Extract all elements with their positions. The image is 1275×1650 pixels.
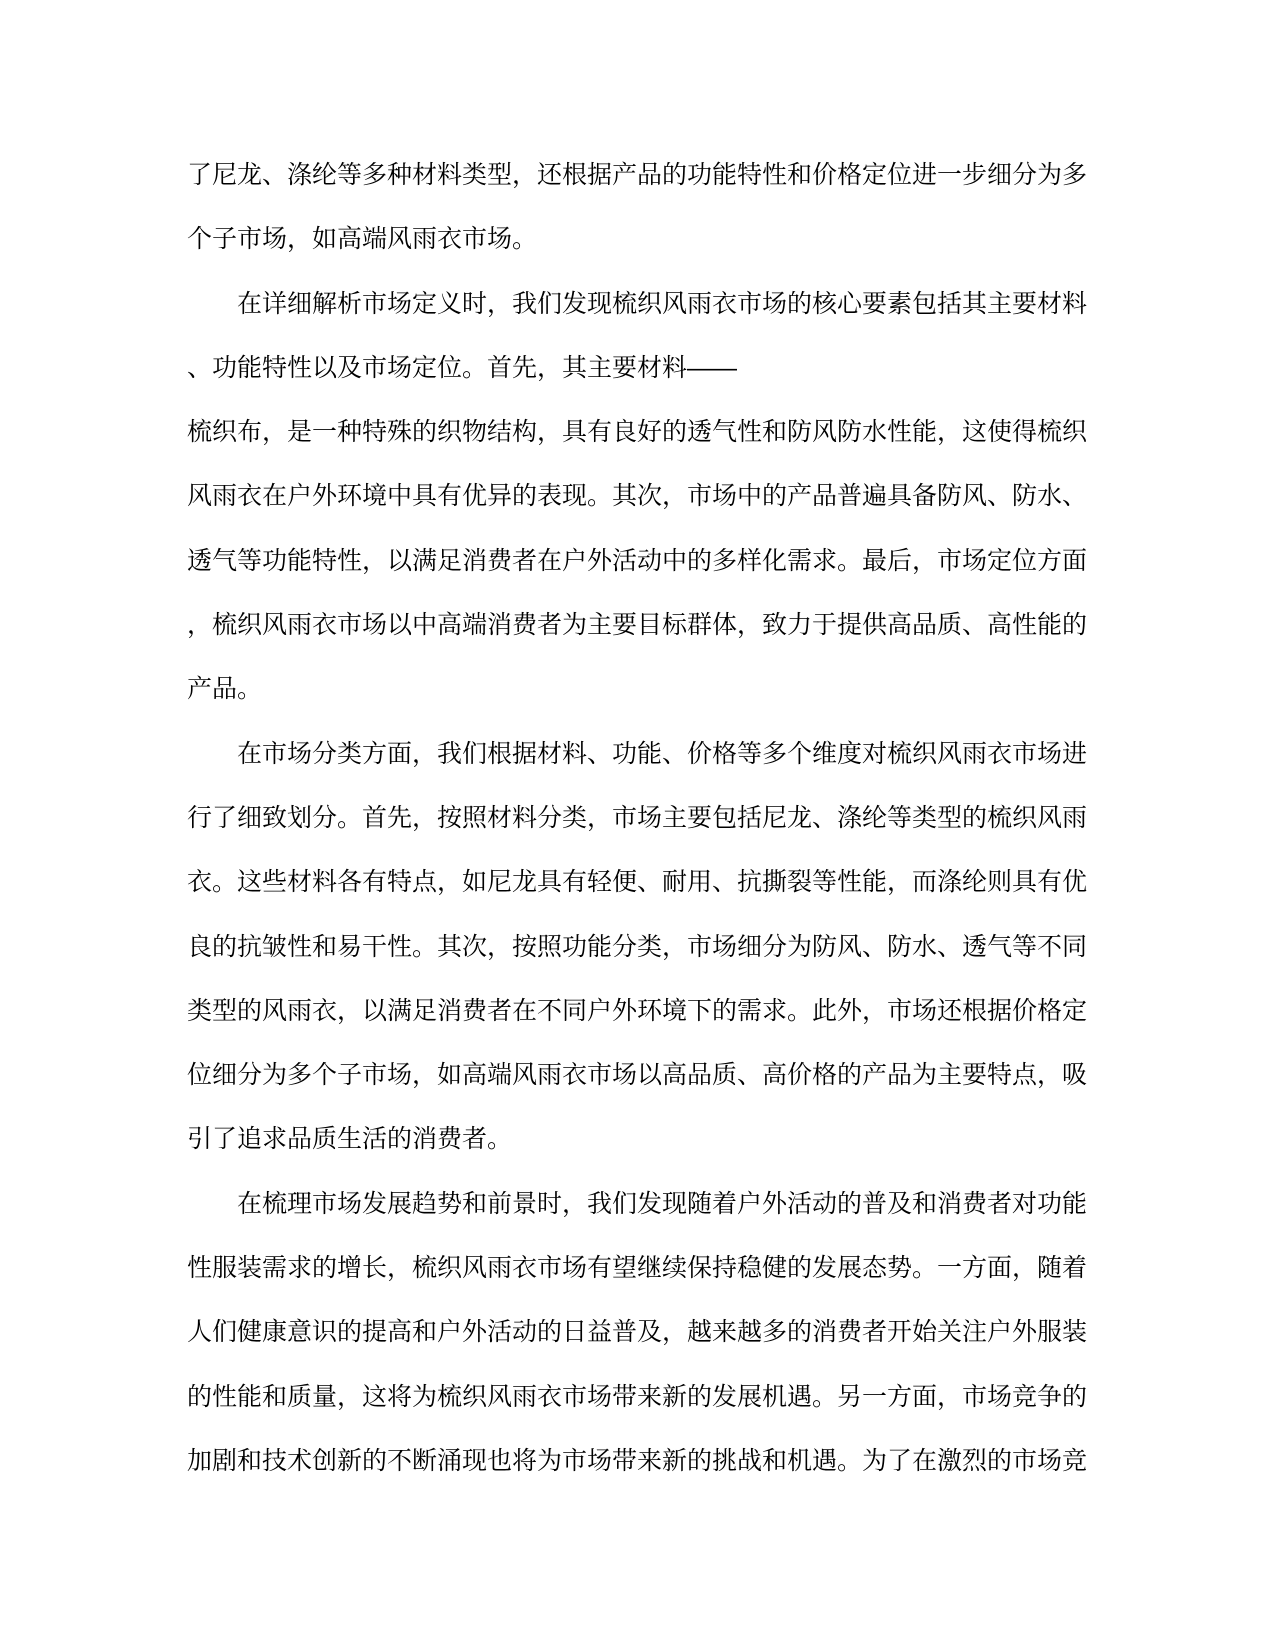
paragraph xyxy=(187,722,1089,1172)
text-line: 在梳理市场发展趋势和前景时，我们发现随着户外活动的普及和消费者对功能 xyxy=(237,1189,1088,1218)
text-line: 行了细致划分。首先，按照材料分类，市场主要包括尼龙、涤纶等类型的梳织风雨 xyxy=(187,803,1088,832)
paragraph xyxy=(187,143,1089,272)
text-line: 的性能和质量，这将为梳织风雨衣市场带来新的发展机遇。另一方面，市场竞争的 xyxy=(187,1382,1088,1411)
text-line: 引了追求品质生活的消费者。 xyxy=(187,1125,513,1154)
text-line: 加剧和技术创新的不断涌现也将为市场带来新的挑战和机遇。为了在激烈的市场竞 xyxy=(187,1446,1088,1475)
text-line: 良的抗皱性和易干性。其次，按照功能分类，市场细分为防风、防水、透气等不同 xyxy=(187,932,1088,961)
paragraph xyxy=(187,1172,1089,1493)
text-line: 梳织布，是一种特殊的织物结构，具有良好的透气性和防风防水性能，这使得梳织 xyxy=(187,418,1088,447)
text-line: 产品。 xyxy=(187,675,263,704)
text-line: 人们健康意识的提高和户外活动的日益普及，越来越多的消费者开始关注户外服装 xyxy=(187,1318,1088,1347)
text-line: 类型的风雨衣，以满足消费者在不同户外环境下的需求。此外，市场还根据价格定 xyxy=(187,996,1088,1025)
text-line: 风雨衣在户外环境中具有优异的表现。其次，市场中的产品普遍具备防风、防水、 xyxy=(187,482,1088,511)
text-line: 个子市场，如高端风雨衣市场。 xyxy=(187,225,538,254)
text-line: 、功能特性以及市场定位。首先，其主要材料—— xyxy=(187,353,738,382)
text-line: 在详细解析市场定义时，我们发现梳织风雨衣市场的核心要素包括其主要材料 xyxy=(237,289,1088,318)
text-line: ，梳织风雨衣市场以中高端消费者为主要目标群体，致力于提供高品质、高性能的 xyxy=(187,611,1088,640)
text-line: 位细分为多个子市场，如高端风雨衣市场以高品质、高价格的产品为主要特点，吸 xyxy=(187,1061,1088,1090)
text-line: 性服装需求的增长，梳织风雨衣市场有望继续保持稳健的发展态势。一方面，随着 xyxy=(187,1254,1088,1283)
text-line: 透气等功能特性，以满足消费者在户外活动中的多样化需求。最后，市场定位方面 xyxy=(187,546,1088,575)
text-line: 了尼龙、涤纶等多种材料类型，还根据产品的功能特性和价格定位进一步细分为多 xyxy=(187,161,1088,189)
text-line: 在市场分类方面，我们根据材料、功能、价格等多个维度对梳织风雨衣市场进 xyxy=(237,739,1088,768)
text-line: 衣。这些材料各有特点，如尼龙具有轻便、耐用、抗撕裂等性能，而涤纶则具有优 xyxy=(187,868,1088,897)
document-body xyxy=(187,143,1089,1493)
paragraph xyxy=(187,272,1089,722)
